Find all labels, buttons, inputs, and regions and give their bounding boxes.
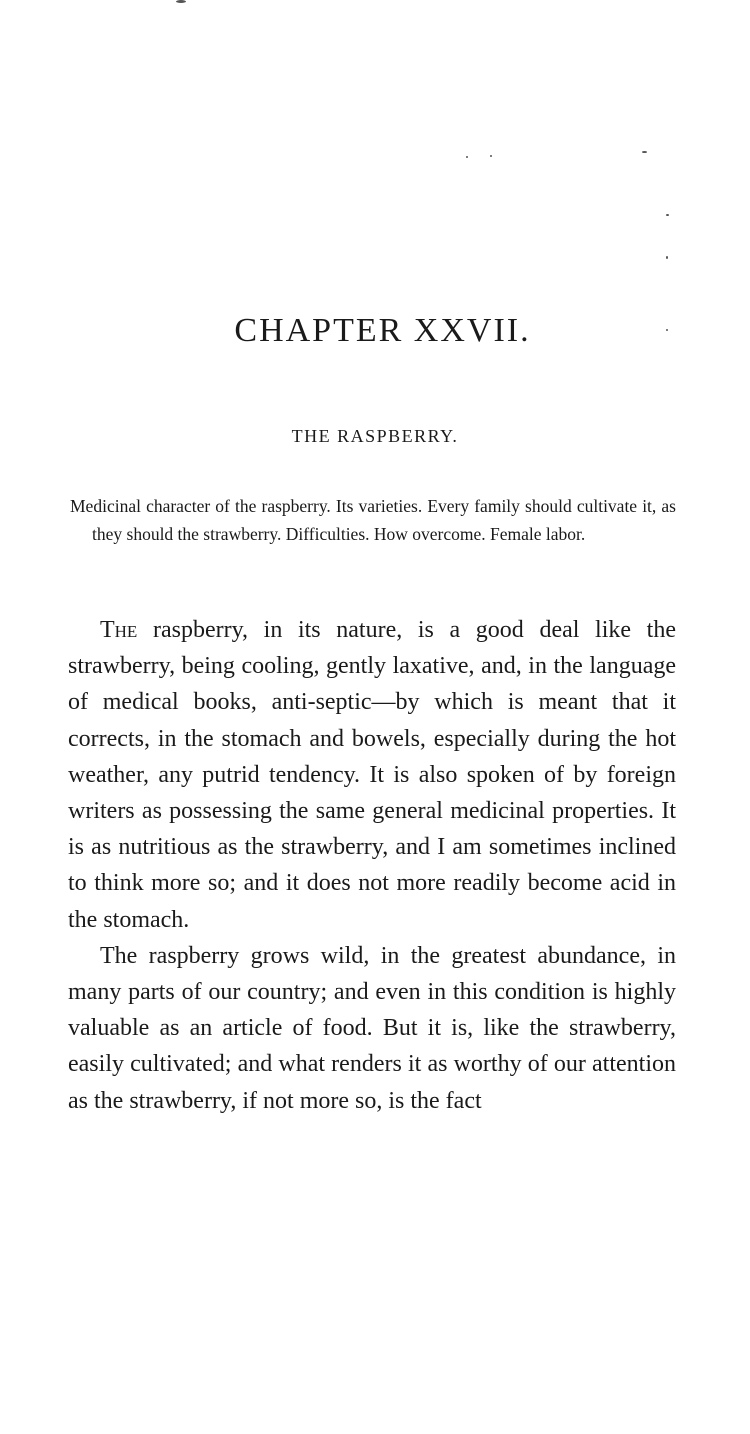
print-speck: [466, 156, 468, 158]
chapter-summary: Medicinal character of the raspberry. Its varieties. Every family should cultivate it, as they should the strawberry. Difficulties. How overcome. Female labor.: [70, 496, 676, 544]
print-speck: [666, 214, 669, 216]
print-speck: [490, 155, 492, 157]
paragraph-1-text: raspberry, in its nature, is a good deal like the strawberry, being cooling, gently laxative, and, in the language of medical books, anti-septic—by which is meant that it corrects, in the stomach and bowels, especially during the hot weather, any putrid tendency. It is also spoken of by foreign writers as possessing the same general medicinal properties. It is as nutritious as the strawberry, and I am sometimes inclined to think more so; and it does not more readily become acid in the stomach.: [68, 617, 676, 933]
paragraph-1: [68, 612, 676, 938]
chapter-title: CHAPTER XXVII.: [234, 312, 531, 349]
print-speck: [176, 0, 186, 3]
print-speck: [642, 151, 647, 153]
paragraph-2: The raspberry grows wild, in the greatest abundance, in many parts of our country; and even in this condition is highly valuable as an article of food. But it is, like the strawberry, easily cultivated; and what renders it as worthy of our attention as the strawberry, if not more so, is the fact: [68, 942, 676, 1114]
section-title: THE RASPBERRY.: [291, 426, 459, 446]
paragraph-1-lead: The: [100, 617, 138, 643]
body-text: [68, 612, 676, 1119]
print-speck: [666, 256, 668, 259]
